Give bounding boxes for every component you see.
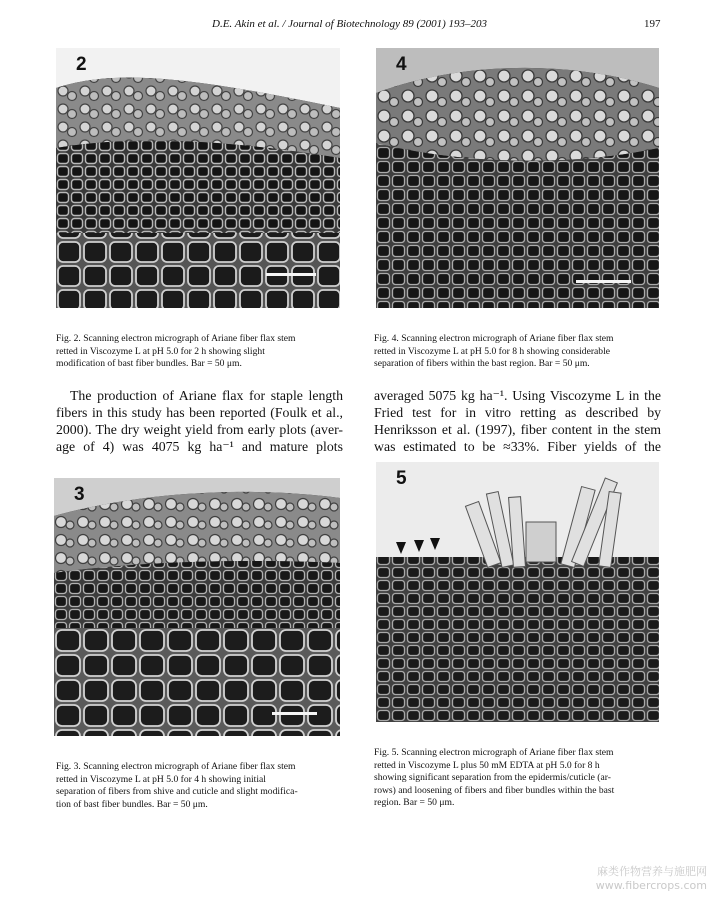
body-line: 2000). The dry weight yield from early plots (aver- [56,422,343,437]
micrograph-image [56,48,340,308]
caption-line: retted in Viscozyme L at pH 5.0 for 8 h showing considerable [374,345,611,357]
body-text-left [56,387,343,455]
caption-line: Fig. 4. Scanning electron micrograph of Ariane fiber flax stem [374,333,614,344]
running-head: D.E. Akin et al. / Journal of Biotechnology 89 (2001) 193–203 [212,18,488,30]
watermark [596,865,707,893]
body-line: The production of Ariane flax for staple length [70,388,343,403]
body-line: age of 4) was 4075 kg ha⁻¹ and mature plots [56,439,343,454]
caption-line: retted in Viscozyme L plus 50 mM EDTA at pH 5.0 for 8 h [374,759,600,771]
caption-line: rows) and loosening of fibers and fiber bundles within the bast [374,784,615,796]
caption-line: Fig. 2. Scanning electron micrograph of Ariane fiber flax stem [56,333,296,344]
body-line: averaged 5075 kg ha⁻¹. Using Viscozyme L in the [374,388,661,403]
caption-line: retted in Viscozyme L at pH 5.0 for 2 h showing slight [56,345,265,357]
figure-5-micrograph [376,462,659,722]
figure-2-micrograph [56,48,340,308]
micrograph-image [376,462,659,722]
figure-label: 4 [396,54,407,75]
figure-3-micrograph [54,478,340,736]
figure-label: 3 [74,484,85,505]
caption-line: modification of bast fiber bundles. Bar = 50 μm. [56,358,242,370]
body-line: was estimated to be ≈33%. Fiber yields of the [374,439,661,454]
running-header [0,18,713,34]
micrograph-image [54,478,340,736]
figure-5-caption [374,747,661,810]
watermark-line-2: www.fibercrops.com [595,879,707,892]
figure-3-caption [56,761,343,811]
body-line: Fried test for in vitro retting as described by [374,405,661,420]
body-line: fibers in this study has been reported (Foulk et al., [56,405,343,420]
body-line: Henriksson et al. (1997), fiber content in the stem [374,422,661,437]
caption-line: tion of bast fiber bundles. Bar = 50 μm. [56,798,208,810]
scale-bar [576,280,631,283]
body-text-right [374,387,661,455]
figure-4-caption [374,333,661,371]
caption-line: retted in Viscozyme L at pH 5.0 for 4 h showing initial [56,773,266,785]
page-number: 197 [644,18,661,30]
caption-line: separation of fibers from shive and cuticle and slight modifica- [56,786,298,798]
figure-4-micrograph [376,48,659,308]
caption-line: Fig. 5. Scanning electron micrograph of Ariane fiber flax stem [374,747,614,758]
caption-line: showing significant separation from the epidermis/cuticle (ar- [374,772,611,784]
scale-bar [272,712,317,715]
scale-bar [266,273,316,276]
caption-line: Fig. 3. Scanning electron micrograph of Ariane fiber flax stem [56,761,296,772]
caption-line: separation of fibers within the bast region. Bar = 50 μm. [374,358,590,370]
caption-line: region. Bar = 50 μm. [374,797,455,809]
figure-2-caption [56,333,343,371]
figure-label: 5 [396,468,407,489]
micrograph-image [376,48,659,308]
watermark-line-1: 麻类作物营养与施肥网 [597,865,707,878]
figure-label: 2 [76,54,87,75]
